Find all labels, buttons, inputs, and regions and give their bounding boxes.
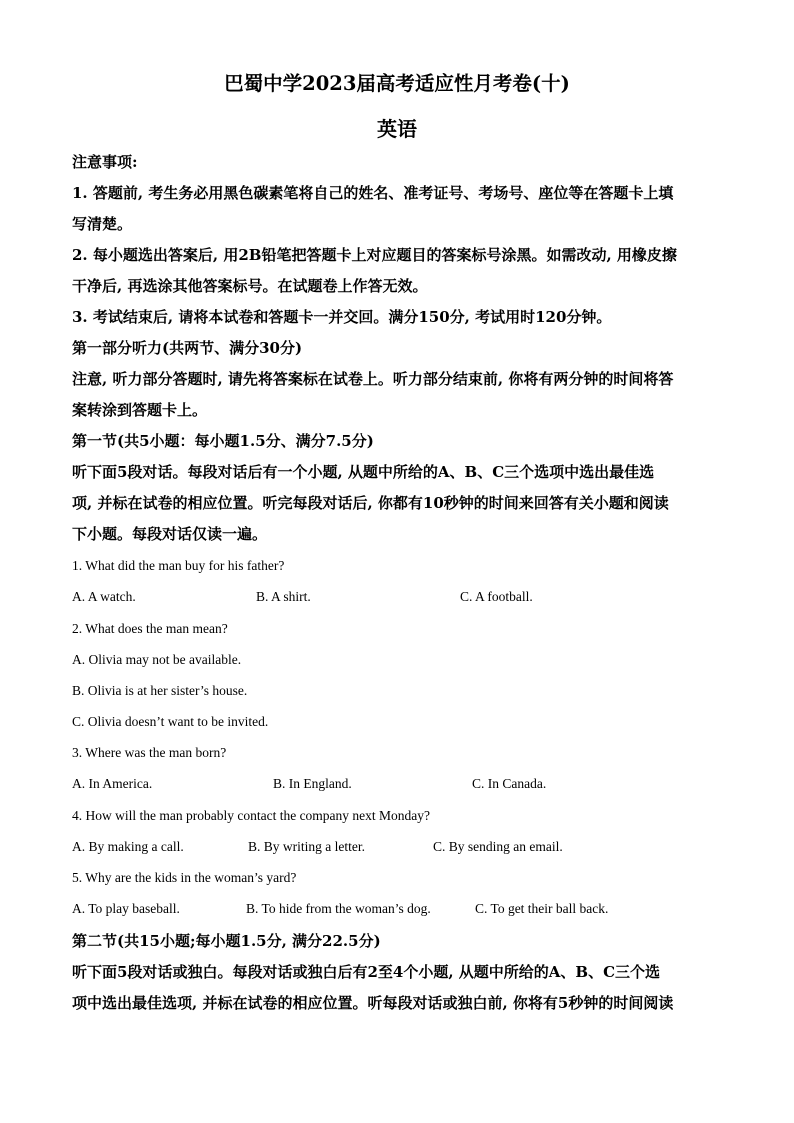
question-3-option-a: A. In America. [72, 776, 153, 791]
question-1-option-b: B. A shirt. [256, 589, 311, 604]
notice-item-1-line-1: 1. 答题前, 考生务必用黑色碳素笔将自己的姓名、准考证号、考场号、座位等在答题卡上填 [72, 184, 674, 202]
subject-title: 英语 [377, 117, 417, 141]
notice-item-1-line-2: 写清楚。 [72, 215, 133, 233]
question-5: 5. Why are the kids in the woman’s yard? [72, 870, 297, 885]
section2-instruction-line-1: 听下面5段对话或独白。每段对话或独白后有2至4个小题, 从题中所给的A、B、C三个选 [72, 963, 661, 981]
question-4-option-c: C. By sending an email. [433, 839, 563, 854]
question-5-option-b: B. To hide from the woman’s dog. [246, 901, 431, 916]
notice-item-2-line-1: 2. 每小题选出答案后, 用2B铅笔把答题卡上对应题目的答案标号涂黑。如需改动, 用橡皮擦 [72, 246, 677, 264]
section1-instruction-line-1: 听下面5段对话。每段对话后有一个小题, 从题中所给的A、B、C三个选项中选出最佳选 [72, 463, 655, 481]
part1-heading: 第一部分听力(共两节、满分30分) [72, 339, 303, 357]
question-1-option-a: A. A watch. [72, 589, 136, 604]
question-4-option-b: B. By writing a letter. [248, 839, 365, 854]
section2-instruction-line-2: 项中选出最佳选项, 并标在试卷的相应位置。听每段对话或独白前, 你将有5秒钟的时间阅读 [72, 994, 674, 1012]
notice-item-3: 3. 考试结束后, 请将本试卷和答题卡一并交回。满分150分, 考试用时120分钟。 [72, 308, 612, 326]
question-4: 4. How will the man probably contact the company next Monday? [72, 808, 431, 823]
exam-title: 巴蜀中学2023届高考适应性月考卷(十) [224, 72, 570, 95]
notice-item-2-line-2: 干净后, 再选涂其他答案标号。在试题卷上作答无效。 [72, 277, 428, 295]
question-1: 1. What did the man buy for his father? [72, 558, 285, 573]
question-2: 2. What does the man mean? [72, 621, 228, 636]
part1-note-line-1: 注意, 听力部分答题时, 请先将答案标在试卷上。听力部分结束前, 你将有两分钟的时间将答 [72, 370, 674, 388]
question-5-option-a: A. To play baseball. [72, 901, 180, 916]
question-3-option-b: B. In England. [273, 776, 352, 791]
question-4-option-a: A. By making a call. [72, 839, 184, 854]
section1-instruction-line-2: 项, 并标在试卷的相应位置。听完每段对话后, 你都有10秒钟的时间来回答有关小题和阅读 [72, 494, 669, 512]
question-2-option-a: A. Olivia may not be available. [72, 652, 242, 667]
section2-heading: 第二节(共15小题;每小题1.5分, 满分22.5分) [72, 932, 381, 950]
question-5-option-c: C. To get their ball back. [475, 901, 609, 916]
notice-heading: 注意事项: [72, 153, 138, 171]
question-2-option-c: C. Olivia doesn’t want to be invited. [72, 714, 269, 729]
question-3: 3. Where was the man born? [72, 745, 227, 760]
section1-instruction-line-3: 下小题。每段对话仅读一遍。 [72, 525, 268, 543]
section1-heading: 第一节(共5小题：每小题1.5分、满分7.5分) [72, 432, 374, 450]
question-2-option-b: B. Olivia is at her sister’s house. [72, 683, 248, 698]
question-3-option-c: C. In Canada. [472, 776, 547, 791]
question-1-option-c: C. A football. [460, 589, 533, 604]
part1-note-line-2: 案转涂到答题卡上。 [72, 401, 208, 419]
